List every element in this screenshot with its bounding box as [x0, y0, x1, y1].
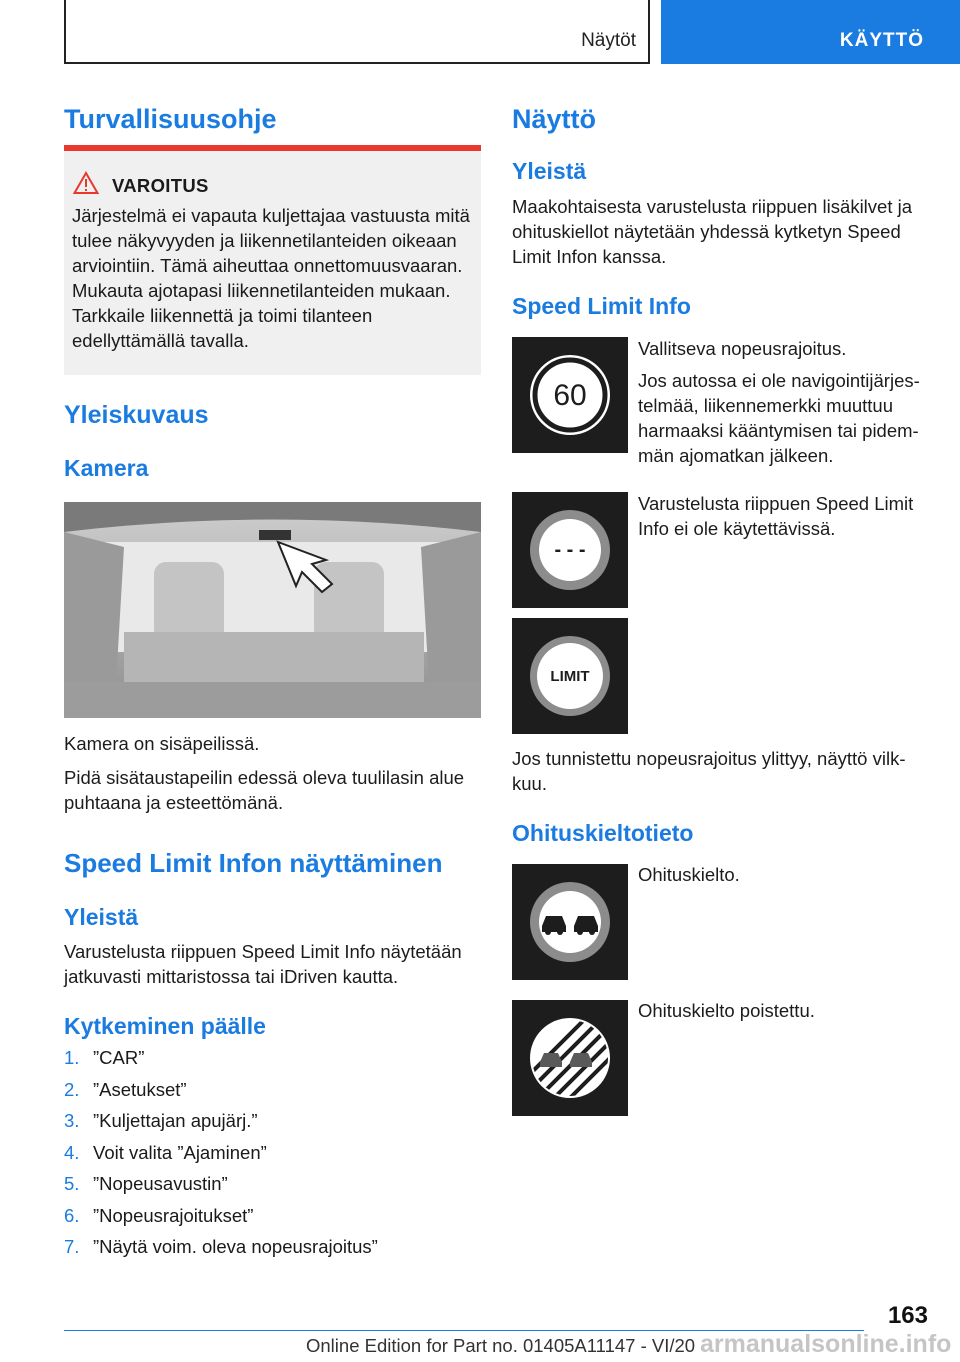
sli-unavailable-text: Varustelusta riippuen Speed Limit Info ei ole käytettävissä. — [638, 493, 914, 539]
list-item-number: 4. — [64, 1141, 80, 1163]
list-item — [64, 1079, 187, 1101]
list-item-text: ”Nopeusrajoitukset” — [93, 1204, 254, 1226]
header-chapter: KÄYTTÖ — [839, 30, 924, 51]
header-chapter-box — [661, 0, 960, 64]
left-general-heading: Yleistä — [64, 904, 139, 930]
safety-heading: Turvallisuusohje — [64, 104, 277, 134]
camera-heading: Kamera — [64, 455, 149, 481]
warning-triangle-icon — [73, 171, 99, 195]
display-section-heading: Näyttö — [512, 104, 597, 134]
overtake-end-text: Ohituskielto poistettu. — [638, 1000, 815, 1021]
list-item-number: 7. — [64, 1236, 80, 1257]
speed-limit-60-icon — [512, 337, 628, 453]
list-item — [64, 1110, 258, 1132]
overtake-heading: Ohituskieltotieto — [512, 820, 694, 846]
overtaking-end-sign-tile — [512, 1000, 628, 1116]
display-heading: Speed Limit Infon näyttäminen — [64, 848, 443, 878]
sign-dashes-label: - - - — [554, 539, 586, 561]
camera-clean-text: Pidä sisätaustapeilin edessä oleva tuulilasin alue puhtaana ja esteettömänä. — [64, 767, 465, 813]
overtake-text: Ohituskielto. — [638, 864, 740, 885]
sign-limit-label: LIMIT — [550, 668, 590, 685]
no-overtaking-sign-tile — [512, 864, 628, 980]
sli-current-text: Vallitseva nopeusrajoitus. — [638, 338, 847, 359]
exceed-text: Jos tunnistettu nopeusrajoitus ylittyy, näyttö vilkkuu. — [512, 748, 906, 794]
limit-sign-icon — [512, 618, 628, 734]
sli-gray-text: Jos autossa ei ole navigointijärjestelmää, liikennemerkki muuttuu harmaaksi kääntymisen tai pidemmän ajomatkan jälkeen. — [638, 370, 920, 466]
warning-title: VAROITUS — [112, 175, 209, 196]
sli-heading: Speed Limit Info — [512, 293, 691, 319]
right-general-heading: Yleistä — [512, 158, 587, 184]
list-item-number: 2. — [64, 1078, 80, 1100]
warning-text: Järjestelmä ei vapauta kuljettajaa vastuusta mitä tulee näkyvyyden ja liikennetilanteiden oikeaan arviointiin. Tämä aiheuttaa onnettomuusvaaran. Mukauta ajotapasi liikennetilanteiden mukaan. Tarkkaile liikennettä ja toimi tilanteen edellyttämällä tavalla. — [72, 205, 470, 351]
list-item — [64, 1047, 144, 1069]
no-overtaking-icon — [512, 864, 628, 980]
header-section-box — [64, 0, 650, 64]
page-number: 163 — [887, 1302, 928, 1329]
overview-heading: Yleiskuvaus — [64, 401, 209, 429]
list-item-number: 6. — [64, 1204, 80, 1226]
unavailable-sign-tile — [512, 492, 628, 608]
list-item — [64, 1205, 253, 1227]
edition-text: Online Edition for Part no. 01405A11147 - VI/20 — [306, 1335, 696, 1356]
list-item — [64, 1173, 228, 1195]
camera-photo — [64, 502, 481, 718]
list-item-number: 5. — [64, 1173, 80, 1194]
list-item-number: 3. — [64, 1110, 80, 1131]
list-item-text: ”Nopeusavustin” — [93, 1173, 228, 1194]
list-item-text: ”CAR” — [93, 1047, 145, 1068]
list-item-text: ”Asetukset” — [93, 1078, 187, 1100]
list-item-text: ”Kuljettajan apujärj.” — [93, 1110, 258, 1131]
sign-60-label: 60 — [553, 379, 587, 412]
speed-limit-unavailable-icon — [512, 492, 628, 608]
watermark: armanualsonline.info — [700, 1330, 952, 1358]
left-general-text: Varustelusta riippuen Speed Limit Info näytetään jatkuvasti mittaristossa tai iDriven kautta. — [64, 941, 462, 987]
list-item — [64, 1236, 378, 1258]
car-interior-image — [64, 502, 481, 718]
limit-sign-tile — [512, 618, 628, 734]
list-item-number: 1. — [64, 1047, 80, 1068]
right-general-text: Maakohtaisesta varustelusta riippuen lisäkilvet ja ohituskiellot näytetään yhdessä kytketyn Speed Limit Infon kanssa. — [512, 196, 913, 267]
list-item-text: ”Näytä voim. oleva nopeusrajoitus” — [93, 1236, 378, 1257]
header-section: Näytöt — [581, 30, 636, 51]
camera-location-text: Kamera on sisäpeilissä. — [64, 733, 260, 754]
end-of-no-overtaking-icon — [512, 1000, 628, 1116]
warning-box — [64, 145, 481, 375]
switch-on-heading: Kytkeminen päälle — [64, 1013, 266, 1039]
list-item-text: Voit valita ”Ajaminen” — [93, 1141, 267, 1163]
list-item — [64, 1142, 267, 1164]
speed-limit-sign-tile — [512, 337, 628, 453]
